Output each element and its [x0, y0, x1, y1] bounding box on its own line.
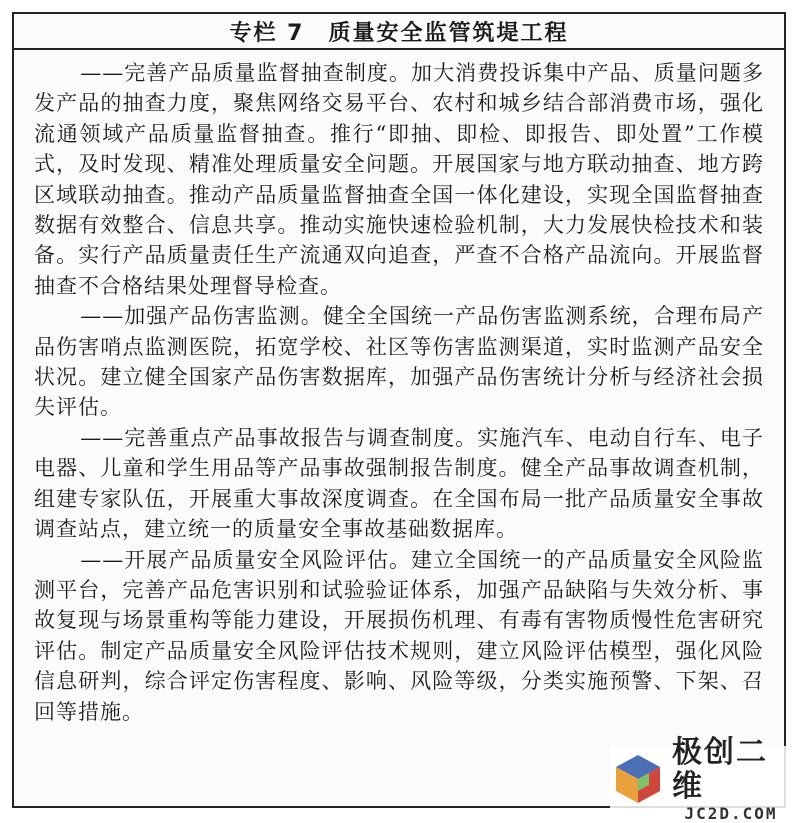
watermark-brand: 极创二维: [672, 734, 768, 804]
box-label: 专栏 7: [229, 20, 305, 46]
paragraph-risk-assessment: ——开展产品质量安全风险评估。建立全国统一的产品质量安全风险监测平台，完善产品危害识别和试验验证体系，加强产品缺陷与失效分析、事故复现与场景重构等能力建设，开展损伤机理、有毒有害物质慢性危害研究评估。制定产品质量安全风险评估技术规则，建立风险评估模型，强化风险信息研判，综合评定伤害程度、影响、风险等级，分类实施预警、下架、召回等措施。: [34, 547, 764, 724]
paragraph-sampling: ——完善产品质量监督抽查制度。加大消费投诉集中产品、质量问题多发产品的抽查力度，聚焦网络交易平台、农村和城乡结合部消费市场，强化流通领域产品质量监督抽查。推行“即抽、即检、即报告、即处置”工作模式，及时发现、精准处理质量安全问题。开展国家与地方联动抽查、地方跨区域联动抽查。推动产品质量监督抽查全国一体化建设，实现全国监督抽查数据有效整合、信息共享。推动实施快速检验机制，大力发展快检技术和装备。实行产品质量责任生产流通双向追查，严查不合格产品流向。开展监督抽查不合格结果处理督导检查。: [34, 61, 764, 298]
paragraph-injury-monitoring: ——加强产品伤害监测。健全全国统一产品伤害监测系统，合理布局产品伤害哨点监测医院，拓宽学校、社区等伤害监测渠道，实时监测产品安全状况。建立健全国家产品伤害数据库，加强产品伤害统计分析与经济社会损失评估。: [34, 304, 764, 420]
cube-logo-icon: [610, 751, 666, 807]
box-title: 质量安全监管筑堤工程: [328, 20, 569, 46]
paragraph-accident-reporting: ——完善重点产品事故报告与调查制度。实施汽车、电动自行车、电子电器、儿童和学生用品等产品事故强制报告制度。健全产品事故调查机制，组建专家队伍，开展重大事故深度调查。在全国布局一批产品质量安全事故调查站点，建立统一的质量安全事故基础数据库。: [34, 425, 764, 542]
watermark-url: JC2D.COM: [684, 803, 778, 823]
watermark: [610, 734, 790, 823]
box-header: [14, 14, 784, 50]
document-box: [12, 12, 786, 808]
box-content: [14, 50, 784, 727]
